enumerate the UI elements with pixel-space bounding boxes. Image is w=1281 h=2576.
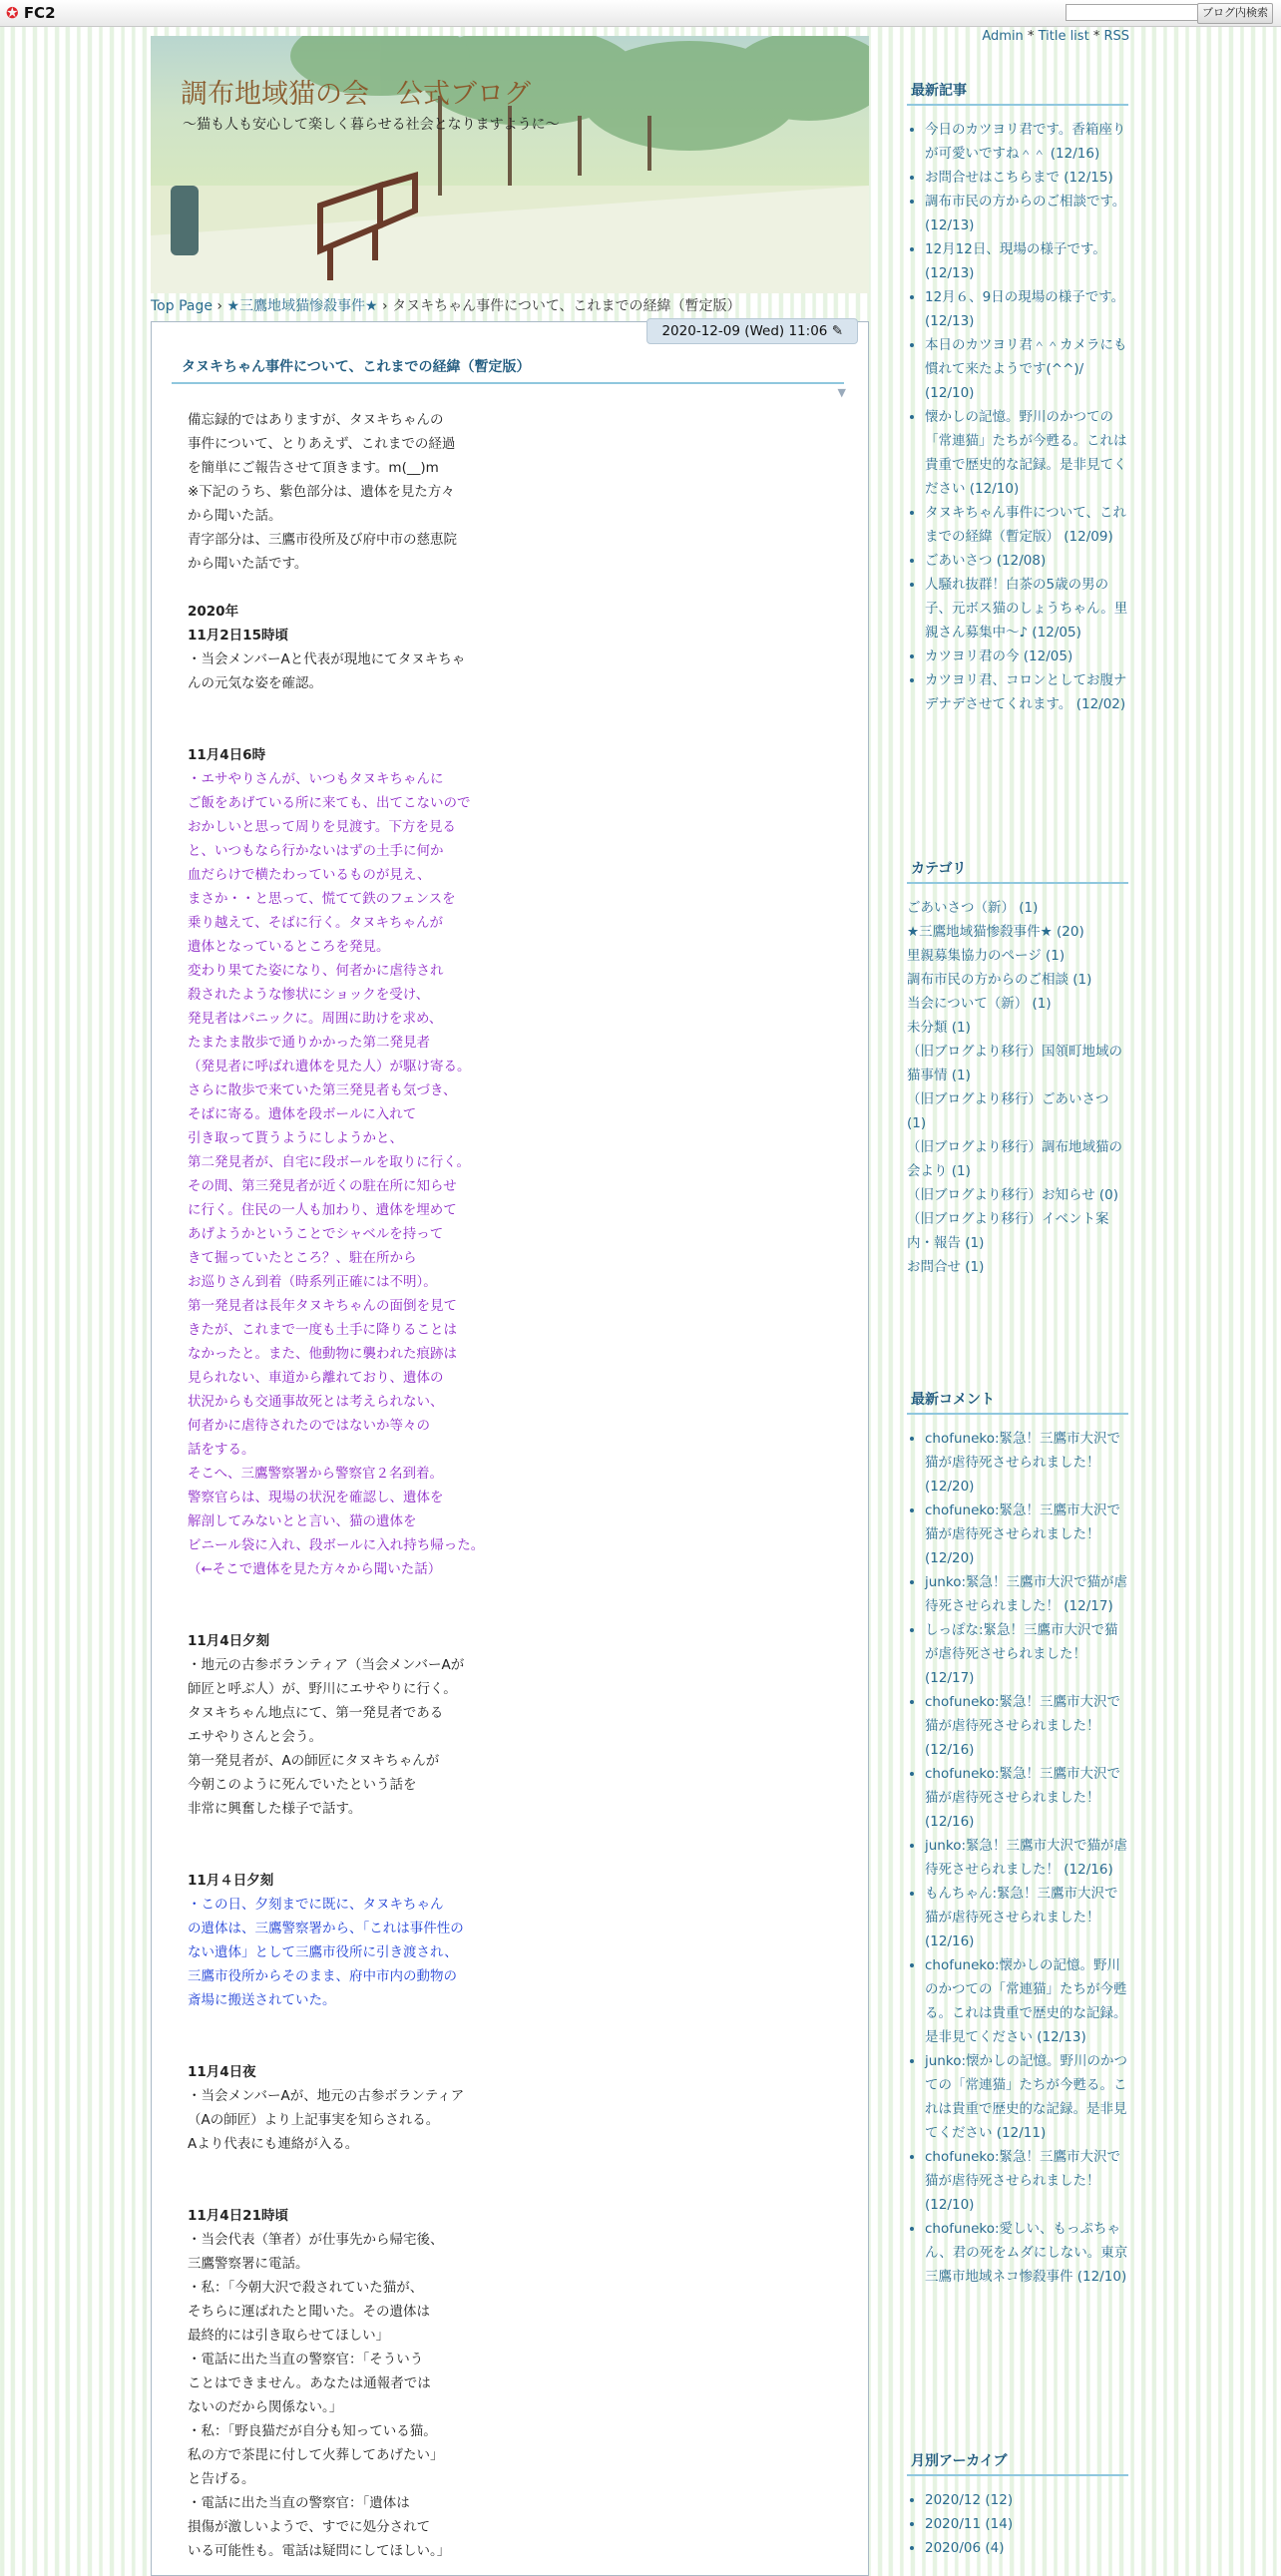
recent-entry-link[interactable]: • ごあいさつ (12/08) — [925, 549, 1128, 573]
body-line: 遺体となっているところを発見。 — [188, 939, 390, 955]
blog-search-input[interactable] — [1066, 4, 1215, 21]
body-line: 変わり果てた姿になり、何者かに虐待され — [188, 963, 444, 979]
fc2-toolbar — [0, 0, 1281, 27]
body-line: ご飯をあげている所に来ても、出てこないので — [188, 795, 471, 811]
body-line: と告げる。 — [188, 2471, 255, 2487]
blog-title[interactable]: 調布地域猫の会 公式ブログ — [181, 79, 531, 110]
breadcrumb-separator: › — [382, 298, 388, 314]
body-line: 斎場に搬送されていた。 — [188, 1992, 336, 2008]
category-link[interactable]: ごあいさつ（新） (1) — [907, 900, 1039, 916]
comment-link[interactable]: • chofuneko:緊急！三鷹市大沢で猫が虐待死させられました！ (12/20) — [925, 1427, 1128, 1499]
body-line: そこへ、三鷹警察署から警察官２名到着。 — [188, 1466, 443, 1482]
section-heading: 11月４日夕刻 — [188, 1873, 274, 1889]
breadcrumb-category-link[interactable]: ★三鷹地域猫惨殺事件★ — [226, 298, 378, 314]
body-line: 最終的には引き取らせてほしい」 — [188, 2328, 390, 2344]
comment-link[interactable]: • chofuneko:緊急！三鷹市大沢で猫が虐待死させられました！ (12/16) — [925, 1762, 1128, 1834]
category-link[interactable]: （旧ブログより移行）国領町地域の猫事情 (1) — [907, 1044, 1122, 1083]
fc2-logo-text: FC2 — [23, 4, 56, 22]
comment-link[interactable]: • chofuneko:懐かしの記憶。野川のかつての「常連猫」たちが今甦る。これは貴重で歴史的な記録。是非見てください (12/13) — [925, 1953, 1128, 2049]
body-line: そばに寄る。遺体を段ボールに入れて — [188, 1106, 417, 1122]
recent-entry-link[interactable]: • カツヨリ君、コロンとしてお腹ナデナデさせてくれます。 (12/02) — [925, 668, 1128, 716]
body-line: ・電話に出た当直の警察官：「遺体は — [188, 2495, 410, 2511]
body-line: そちらに運ばれたと聞いた。その遺体は — [188, 2304, 430, 2320]
archive-heading: 月別アーカイブ — [907, 2450, 1128, 2476]
body-line: に行く。住民の一人も加わり、遺体を埋めて — [188, 1202, 457, 1218]
category-link[interactable]: 調布市民の方からのご相談 (1) — [907, 972, 1092, 988]
entry-date — [646, 318, 858, 344]
body-line: 第一発見者は長年タヌキちゃんの面倒を見て — [188, 1298, 457, 1314]
body-line: んの元気な姿を確認。 — [188, 675, 322, 691]
section-heading: 11月4日夜 — [188, 2064, 256, 2080]
entry-year: 2020年 — [188, 604, 239, 620]
body-line: ないのだから関係ない。」 — [188, 2399, 343, 2415]
category-link[interactable]: （旧ブログより移行）ごあいさつ (1) — [907, 1091, 1109, 1131]
body-line: たまたま散歩で通りかかった第二発見者 — [188, 1035, 430, 1051]
breadcrumb-top-link[interactable]: Top Page — [151, 298, 213, 314]
body-line: ことはできません。あなたは通報者では — [188, 2375, 431, 2391]
body-line: まさか・・と思って、慌てて鉄のフェンスを — [188, 891, 456, 907]
comments-heading: 最新コメント — [907, 1389, 1128, 1415]
body-line: ・当会メンバーAと代表が現地にてタヌキちゃ — [188, 651, 466, 667]
entry-title[interactable]: タヌキちゃん事件について、これまでの経緯（暫定版） — [172, 356, 844, 384]
comment-link[interactable]: • chofuneko:緊急！三鷹市大沢で猫が虐待死させられました！ (12/10) — [925, 2145, 1128, 2217]
body-line: ・地元の古参ボランティア（当会メンバーAが — [188, 1657, 465, 1673]
archive-section — [907, 2450, 1128, 2560]
rss-link[interactable]: RSS — [1103, 29, 1129, 44]
categories-section — [907, 858, 1128, 1389]
body-line: 解剖してみないとと言い、猫の遺体を — [188, 1513, 417, 1529]
body-line: （発見者に呼ばれ遺体を見た人）が駆け寄る。 — [188, 1059, 471, 1074]
body-line: 発見者はパニックに。周囲に助けを求め、 — [188, 1011, 443, 1027]
blog-subtitle: ～猫も人も安心して楽しく暮らせる社会となりますように～ — [183, 117, 560, 133]
body-line: 話をする。 — [188, 1442, 255, 1458]
body-line: の遺体は、三鷹警察署から、「これは事件性の — [188, 1921, 464, 1936]
body-line: いる可能性も。電話は疑問にしてほしい。」 — [188, 2543, 451, 2559]
body-line: 三鷹市役所からそのまま、府中市内の動物の — [188, 1968, 457, 1984]
body-line: ・電話に出た当直の警察官：「そういう — [188, 2352, 424, 2367]
breadcrumb-current: タヌキちゃん事件について、これまでの経緯（暫定版） — [392, 298, 741, 314]
body-line: ・当会メンバーAが、地元の古参ボランティア — [188, 2088, 465, 2104]
body-line: あげようかということでシャベルを持って — [188, 1226, 444, 1242]
body-line: ・この日、夕刻までに既に、タヌキちゃん — [188, 1897, 444, 1913]
body-line: 第一発見者が、Aの師匠にタヌキちゃんが — [188, 1753, 440, 1769]
body-line: さらに散歩で来ていた第三発見者も気づき、 — [188, 1082, 457, 1098]
comment-link[interactable]: • もんちゃん:緊急！三鷹市大沢で猫が虐待死させられました！ (12/16) — [925, 1882, 1128, 1953]
categories-list — [907, 896, 1128, 1279]
triangle-down-icon: ▼ — [837, 386, 846, 399]
category-link[interactable]: お問合せ (1) — [907, 1259, 985, 1275]
body-line: 今朝このように死んでいたという話を — [188, 1777, 417, 1793]
body-line: 非常に興奮した様子で話す。 — [188, 1801, 362, 1817]
breadcrumb — [151, 295, 741, 315]
body-line: ビニール袋に入れ、段ボールに入れ持ち帰った。 — [188, 1537, 485, 1553]
link-separator: * — [1092, 29, 1100, 44]
section-heading: 11月4日21時頃 — [188, 2208, 288, 2224]
entry-box — [151, 321, 869, 2576]
category-link[interactable]: 当会について（新） (1) — [907, 996, 1052, 1012]
recent-entries-heading: 最新記事 — [907, 80, 1128, 106]
comment-link[interactable]: • chofuneko:緊急！三鷹市大沢で猫が虐待死させられました！ (12/20) — [925, 1499, 1128, 1570]
body-line: 何者かに虐待されたのではないか等々の — [188, 1418, 430, 1434]
recent-entry-link[interactable]: • 今日のカツヨリ君です。香箱座りが可愛いですね＾＾ (12/16) — [925, 118, 1128, 166]
body-line: 第二発見者が、自宅に段ボールを取りに行く。 — [188, 1154, 470, 1170]
category-link[interactable]: ★三鷹地域猫惨殺事件★ (20) — [907, 924, 1084, 940]
recent-entry-link[interactable]: • 調布市民の方からのご相談です。 (12/13) — [925, 190, 1128, 237]
admin-link[interactable]: Admin — [982, 29, 1024, 44]
recent-entry-link[interactable]: • カツヨリ君の今 (12/05) — [925, 644, 1128, 668]
body-line: 三鷹警察署に電話。 — [188, 2256, 309, 2272]
archive-link[interactable]: • 2020/06 (4) — [925, 2536, 1128, 2560]
body-line: （Aの師匠）より上記事実を知らされる。 — [188, 2112, 440, 2128]
body-line: 損傷が激しいようで、すでに処分されて — [188, 2519, 431, 2535]
pencil-icon[interactable]: ✎ — [831, 323, 843, 339]
link-separator: * — [1027, 29, 1035, 44]
body-line: エサやりさんと会う。 — [188, 1729, 322, 1745]
body-line: その間、第三発見者が近くの駐在所に知らせ — [188, 1178, 457, 1194]
category-link[interactable]: 未分類 (1) — [907, 1020, 971, 1036]
body-line: から聞いた話。 — [188, 508, 282, 524]
blog-search-button[interactable]: ブログ内検索 — [1197, 3, 1273, 24]
body-line: きたが、これまで一度も土手に降りることは — [188, 1322, 457, 1338]
comments-list — [907, 1427, 1128, 2289]
recent-entry-link[interactable]: • 人騒れ抜群！白茶の5歳の男の子、元ボス猫のしょうちゃん。里親さん募集中～♪ (12/05) — [925, 573, 1128, 644]
body-line: 殺されたような惨状にショックを受け、 — [188, 987, 430, 1003]
blog-header — [151, 36, 869, 293]
body-line: 見られない、車道から離れており、遺体の — [188, 1370, 444, 1386]
body-line: なかったと。また、他動物に襲われた痕跡は — [188, 1346, 457, 1362]
body-line: 状況からも交通事故死とは考えられない、 — [188, 1394, 444, 1410]
body-line: 血だらけで横たわっているものが見え、 — [188, 867, 431, 883]
entry-body — [188, 408, 826, 2563]
comment-link[interactable]: • junko:緊急！三鷹市大沢で猫が虐待死させられました！ (12/16) — [925, 1834, 1128, 1882]
body-line: と、いつもなら行かないはずの土手に何か — [188, 843, 444, 859]
title-list-link[interactable]: Title list — [1038, 29, 1089, 44]
recent-entry-link[interactable]: • 懐かしの記憶。野川のかつての「常連猫」たちが今甦る。これは貴重で歴史的な記録。是非見てください (12/10) — [925, 405, 1128, 501]
comment-link[interactable]: • chofuneko:愛しい、もっぷちゃん、君の死をムダにしない。東京三鷹市地域ネコ惨殺事件 (12/10) — [925, 2217, 1128, 2289]
body-line: ・当会代表（筆者）が仕事先から帰宅後、 — [188, 2232, 444, 2248]
comment-link[interactable]: • junko:懐かしの記憶。野川のかつての「常連猫」たちが今甦る。これは貴重で歴史的な記録。是非見てください (12/11) — [925, 2049, 1128, 2145]
section-heading: 11月4日6時 — [188, 747, 266, 763]
section-heading: 11月4日夕刻 — [188, 1633, 270, 1649]
body-line: ない遺体」として三鷹市役所に引き渡され、 — [188, 1944, 458, 1960]
body-line: ・エサやりさんが、いつもタヌキちゃんに — [188, 771, 444, 787]
archive-list — [907, 2488, 1128, 2560]
recent-entry-link[interactable]: • 12月12日、現場の様子です。 (12/13) — [925, 237, 1128, 285]
body-line: ※下記のうち、紫色部分は、遺体を見た方々 — [188, 484, 455, 500]
body-line: を簡単にご報告させて頂きます。m(__)m — [188, 460, 439, 476]
body-line: 私の方で茶毘に付して火葬してあげたい」 — [188, 2447, 444, 2463]
comment-link[interactable]: • しっぽな:緊急！三鷹市大沢で猫が虐待死させられました！ (12/17) — [925, 1618, 1128, 1690]
top-links — [982, 29, 1129, 44]
body-line: 備忘録的ではありますが、タヌキちゃんの — [188, 412, 444, 428]
archive-link[interactable]: • 2020/11 (14) — [925, 2512, 1128, 2536]
fc2-logo[interactable] — [6, 4, 56, 22]
recent-entry-link[interactable]: • お問合せはこちらまで (12/15) — [925, 166, 1128, 190]
body-line: （←そこで遺体を見た方々から聞いた話） — [188, 1561, 442, 1577]
body-line: 師匠と呼ぶ人）が、野川にエサやりに行く。 — [188, 1681, 457, 1697]
recent-entry-link[interactable]: • 12月６、9日の現場の様子です。 (12/13) — [925, 285, 1128, 333]
archive-link[interactable]: • 2020/12 (12) — [925, 2488, 1128, 2512]
body-line: 警察官らは、現場の状況を確認し、遺体を — [188, 1490, 444, 1505]
category-link[interactable]: 里親募集協力のページ (1) — [907, 948, 1066, 964]
recent-entry-link[interactable]: • タヌキちゃん事件について、これまでの経緯（暫定版） (12/09) — [925, 501, 1128, 549]
body-line: ・私：「野良猫だが自分も知っている猫。 — [188, 2423, 437, 2439]
categories-heading: カテゴリ — [907, 858, 1128, 884]
category-link[interactable]: （旧ブログより移行）お知らせ (0) — [907, 1187, 1119, 1203]
comments-section — [907, 1389, 1128, 2450]
body-line: 事件について、とりあえず、これまでの経過 — [188, 436, 456, 452]
body-line: 乗り越えて、そばに行く。タヌキちゃんが — [188, 915, 443, 931]
body-line: 青字部分は、三鷹市役所及び府中市の慈恵院 — [188, 532, 457, 548]
entry-date-text: 2020-12-09 (Wed) 11:06 — [661, 323, 828, 339]
body-line: から聞いた話です。 — [188, 556, 308, 572]
sidebar — [907, 80, 1128, 2560]
body-line: お巡りさん到着（時系列正確には不明）。 — [188, 1274, 437, 1290]
body-line: おかしいと思って周りを見渡す。下方を見る — [188, 819, 456, 835]
comment-link[interactable]: • chofuneko:緊急！三鷹市大沢で猫が虐待死させられました！ (12/16) — [925, 1690, 1128, 1762]
body-line: きて掘っていたところ？、駐在所から — [188, 1250, 417, 1266]
category-link[interactable]: （旧ブログより移行）調布地域猫の会より (1) — [907, 1139, 1122, 1179]
section-heading: 11月2日15時頃 — [188, 628, 288, 644]
recent-entries-list — [907, 118, 1128, 716]
body-line: タヌキちゃん地点にて、第一発見者である — [188, 1705, 444, 1721]
body-line: Aより代表にも連絡が入る。 — [188, 2136, 359, 2152]
recent-entries-section — [907, 80, 1128, 858]
category-link[interactable]: （旧ブログより移行）イベント案内・報告 (1) — [907, 1211, 1109, 1251]
body-line: ・私：「今朝大沢で殺されていた猫が、 — [188, 2280, 424, 2296]
body-line: 引き取って貰うようにしようかと、 — [188, 1130, 403, 1146]
fc2-flame-icon: ✪ — [6, 4, 19, 22]
recent-entry-link[interactable]: • 本日のカツヨリ君＾＾カメラにも慣れて来たようです(^^)/ (12/10) — [925, 333, 1128, 405]
breadcrumb-separator: › — [216, 298, 223, 314]
comment-link[interactable]: • junko:緊急！三鷹市大沢で猫が虐待死させられました！ (12/17) — [925, 1570, 1128, 1618]
